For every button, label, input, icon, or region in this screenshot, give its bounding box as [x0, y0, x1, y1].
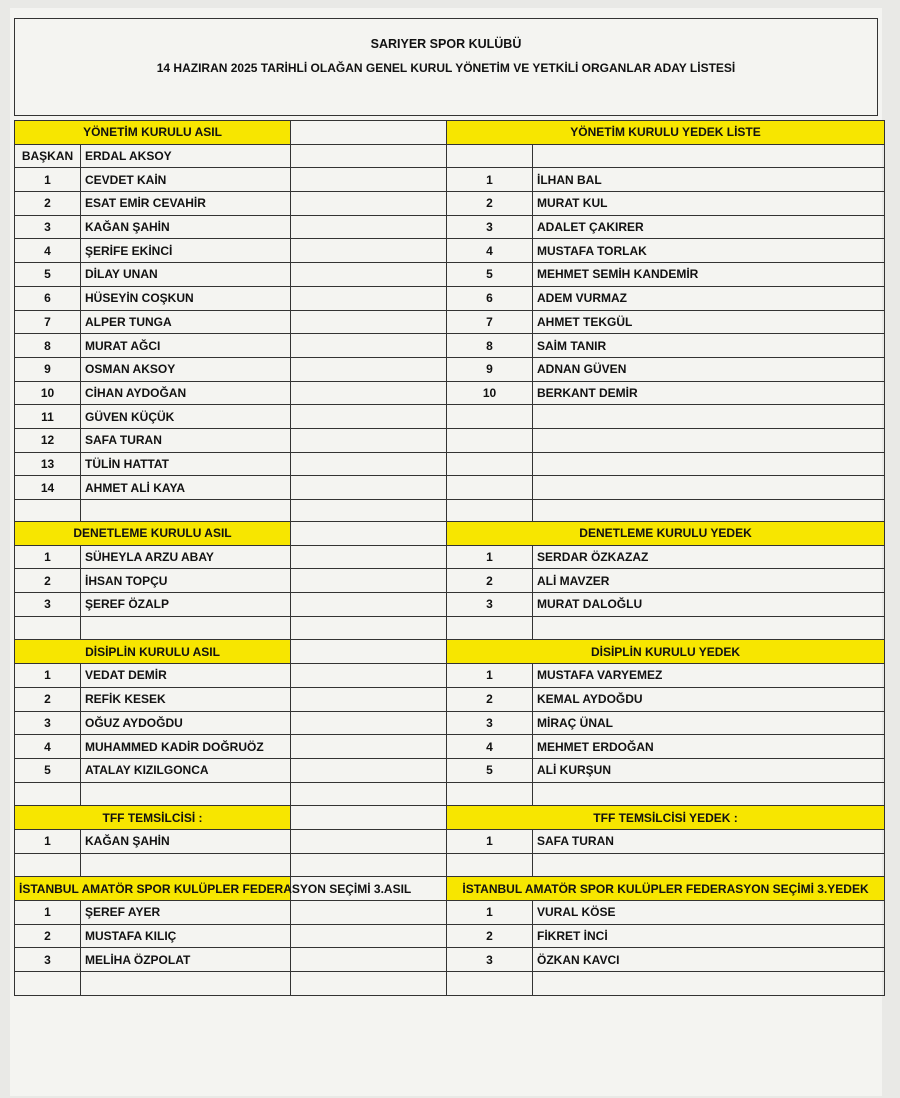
spacer-cell	[291, 640, 447, 664]
right-name	[533, 853, 885, 877]
right-name: ÖZKAN KAVCI	[533, 948, 885, 972]
left-name: ATALAY KIZILGONCA	[81, 758, 291, 782]
right-number: 3	[447, 948, 533, 972]
left-name: CEVDET KAİN	[81, 168, 291, 192]
spacer-cell	[291, 192, 447, 216]
right-number: 3	[447, 593, 533, 617]
spacer-cell	[291, 381, 447, 405]
candidate-row	[15, 452, 885, 476]
left-number: 12	[15, 428, 81, 452]
document-header	[14, 18, 878, 116]
spacer-cell	[291, 545, 447, 569]
candidate-row	[15, 569, 885, 593]
right-number	[447, 144, 533, 168]
spacer-cell	[291, 664, 447, 688]
candidate-row	[15, 405, 885, 429]
right-name	[533, 144, 885, 168]
left-name	[81, 972, 291, 996]
left-number: 7	[15, 310, 81, 334]
blank-row	[15, 500, 885, 522]
candidate-row	[15, 286, 885, 310]
left-name: CİHAN AYDOĞAN	[81, 381, 291, 405]
right-name: MİRAÇ ÜNAL	[533, 711, 885, 735]
spacer-cell	[291, 428, 447, 452]
spacer-cell	[291, 286, 447, 310]
spacer-cell	[291, 593, 447, 617]
left-number: 1	[15, 901, 81, 925]
right-number: 1	[447, 545, 533, 569]
left-number: 2	[15, 569, 81, 593]
left-name: VEDAT DEMİR	[81, 664, 291, 688]
right-name: ADEM VURMAZ	[533, 286, 885, 310]
right-name	[533, 616, 885, 640]
candidate-row	[15, 428, 885, 452]
right-number	[447, 428, 533, 452]
right-name: MURAT KUL	[533, 192, 885, 216]
section-title-left: DİSİPLİN KURULU ASIL	[15, 640, 291, 664]
candidate-row	[15, 334, 885, 358]
spacer-cell	[291, 263, 447, 287]
left-name: SAFA TURAN	[81, 428, 291, 452]
right-number: 5	[447, 263, 533, 287]
right-name: FİKRET İNCİ	[533, 924, 885, 948]
spacer-cell	[291, 569, 447, 593]
spacer-cell	[291, 334, 447, 358]
right-number: 1	[447, 664, 533, 688]
left-number: 14	[15, 476, 81, 500]
right-number: 7	[447, 310, 533, 334]
spacer-cell	[291, 924, 447, 948]
section-title-right: YÖNETİM KURULU YEDEK LİSTE	[447, 121, 885, 145]
candidate-row	[15, 901, 885, 925]
section-title-right: İSTANBUL AMATÖR SPOR KULÜPLER FEDERASYON SEÇİMİ 3.YEDEK	[447, 877, 885, 901]
right-number	[447, 616, 533, 640]
spacer-cell	[291, 806, 447, 830]
spacer-cell	[291, 687, 447, 711]
candidate-row	[15, 853, 885, 877]
left-name: SÜHEYLA ARZU ABAY	[81, 545, 291, 569]
left-name: MUHAMMED KADİR DOĞRUÖZ	[81, 735, 291, 759]
left-name: AHMET ALİ KAYA	[81, 476, 291, 500]
right-name: KEMAL AYDOĞDU	[533, 687, 885, 711]
left-name: KAĞAN ŞAHİN	[81, 215, 291, 239]
left-name: ŞEREF ÖZALP	[81, 593, 291, 617]
left-number: 8	[15, 334, 81, 358]
right-number	[447, 476, 533, 500]
right-number: 1	[447, 829, 533, 853]
section-header-row	[15, 640, 885, 664]
spacer-cell	[291, 972, 447, 996]
section-header-row	[15, 121, 885, 145]
candidate-row	[15, 357, 885, 381]
spacer-cell	[291, 853, 447, 877]
left-number: 1	[15, 664, 81, 688]
spacer-cell	[291, 121, 447, 145]
right-name: SAFA TURAN	[533, 829, 885, 853]
left-name: OSMAN AKSOY	[81, 357, 291, 381]
empty-cell	[15, 500, 81, 522]
left-number: 2	[15, 924, 81, 948]
candidate-row	[15, 948, 885, 972]
left-number: 1	[15, 545, 81, 569]
right-name: SERDAR ÖZKAZAZ	[533, 545, 885, 569]
left-name: DİLAY UNAN	[81, 263, 291, 287]
right-name	[533, 452, 885, 476]
right-number: 2	[447, 192, 533, 216]
right-name: ADNAN GÜVEN	[533, 357, 885, 381]
spacer-cell	[291, 452, 447, 476]
candidate-row	[15, 168, 885, 192]
right-name: MEHMET ERDOĞAN	[533, 735, 885, 759]
spacer-cell	[291, 758, 447, 782]
section-title-left: YÖNETİM KURULU ASIL	[15, 121, 291, 145]
spacer-cell	[291, 144, 447, 168]
right-number: 2	[447, 924, 533, 948]
left-number: 5	[15, 758, 81, 782]
section-title-left: İSTANBUL AMATÖR SPOR KULÜPLER FEDERASYON SEÇİMİ 3.ASIL	[15, 877, 291, 901]
right-name: SAİM TANIR	[533, 334, 885, 358]
section-title-left: DENETLEME KURULU ASIL	[15, 522, 291, 546]
spacer-cell	[291, 522, 447, 546]
right-number: 4	[447, 735, 533, 759]
section-header-row	[15, 522, 885, 546]
left-name	[81, 782, 291, 806]
left-name: MELİHA ÖZPOLAT	[81, 948, 291, 972]
candidate-row	[15, 735, 885, 759]
left-name: İHSAN TOPÇU	[81, 569, 291, 593]
candidate-row	[15, 972, 885, 996]
candidate-row	[15, 192, 885, 216]
left-number: 10	[15, 381, 81, 405]
right-number: 10	[447, 381, 533, 405]
candidate-row	[15, 782, 885, 806]
spacer-cell	[291, 310, 447, 334]
right-name: İLHAN BAL	[533, 168, 885, 192]
spacer-cell	[291, 711, 447, 735]
left-name: ŞEREF AYER	[81, 901, 291, 925]
candidate-row	[15, 476, 885, 500]
right-name: MUSTAFA VARYEMEZ	[533, 664, 885, 688]
right-name: BERKANT DEMİR	[533, 381, 885, 405]
right-number: 6	[447, 286, 533, 310]
left-number: 6	[15, 286, 81, 310]
right-name	[533, 405, 885, 429]
right-number: 2	[447, 569, 533, 593]
section-title-left: TFF TEMSİLCİSİ :	[15, 806, 291, 830]
right-number: 4	[447, 239, 533, 263]
right-number: 3	[447, 711, 533, 735]
right-number: 2	[447, 687, 533, 711]
left-number: 2	[15, 687, 81, 711]
candidate-row	[15, 263, 885, 287]
right-number	[447, 452, 533, 476]
right-number	[447, 853, 533, 877]
right-number: 3	[447, 215, 533, 239]
spacer-cell	[291, 239, 447, 263]
left-name: ESAT EMİR CEVAHİR	[81, 192, 291, 216]
left-number	[15, 616, 81, 640]
right-number: 8	[447, 334, 533, 358]
spacer-cell	[291, 948, 447, 972]
spacer-cell	[291, 735, 447, 759]
left-number: 3	[15, 593, 81, 617]
spacer-cell	[291, 168, 447, 192]
left-name: HÜSEYİN COŞKUN	[81, 286, 291, 310]
left-number: 3	[15, 948, 81, 972]
left-number: 3	[15, 215, 81, 239]
left-name: ALPER TUNGA	[81, 310, 291, 334]
right-name: MUSTAFA TORLAK	[533, 239, 885, 263]
left-number	[15, 972, 81, 996]
left-number: 11	[15, 405, 81, 429]
right-number	[447, 972, 533, 996]
section-title-right: DİSİPLİN KURULU YEDEK	[447, 640, 885, 664]
left-number: 2	[15, 192, 81, 216]
candidate-row	[15, 924, 885, 948]
empty-cell	[447, 500, 533, 522]
candidate-list-grid	[14, 120, 884, 996]
left-name: MUSTAFA KILIÇ	[81, 924, 291, 948]
spacer-cell	[291, 616, 447, 640]
empty-cell	[291, 500, 447, 522]
candidate-row	[15, 616, 885, 640]
left-number: 5	[15, 263, 81, 287]
spacer-cell	[291, 405, 447, 429]
spacer-cell	[291, 357, 447, 381]
spacer-cell	[291, 215, 447, 239]
empty-cell	[533, 500, 885, 522]
left-name: OĞUZ AYDOĞDU	[81, 711, 291, 735]
right-number	[447, 782, 533, 806]
right-number: 1	[447, 168, 533, 192]
spacer-cell	[291, 829, 447, 853]
section-header-row	[15, 877, 885, 901]
right-name: AHMET TEKGÜL	[533, 310, 885, 334]
left-name: REFİK KESEK	[81, 687, 291, 711]
candidate-row	[15, 711, 885, 735]
spacer-cell	[291, 782, 447, 806]
president-name: ERDAL AKSOY	[81, 144, 291, 168]
left-name	[81, 853, 291, 877]
right-number: 9	[447, 357, 533, 381]
section-title-right: TFF TEMSİLCİSİ YEDEK :	[447, 806, 885, 830]
candidate-row	[15, 829, 885, 853]
empty-cell	[81, 500, 291, 522]
left-number: 13	[15, 452, 81, 476]
right-name: MURAT DALOĞLU	[533, 593, 885, 617]
left-number: 9	[15, 357, 81, 381]
right-name: MEHMET SEMİH KANDEMİR	[533, 263, 885, 287]
left-number	[15, 853, 81, 877]
right-name	[533, 972, 885, 996]
right-name: VURAL KÖSE	[533, 901, 885, 925]
right-name: ALİ KURŞUN	[533, 758, 885, 782]
right-number: 1	[447, 901, 533, 925]
candidate-row	[15, 593, 885, 617]
right-name: ALİ MAVZER	[533, 569, 885, 593]
left-name: MURAT AĞCI	[81, 334, 291, 358]
candidate-row	[15, 545, 885, 569]
left-name: ŞERİFE EKİNCİ	[81, 239, 291, 263]
right-name: ADALET ÇAKIRER	[533, 215, 885, 239]
right-name	[533, 476, 885, 500]
candidate-row	[15, 687, 885, 711]
section-title-right: DENETLEME KURULU YEDEK	[447, 522, 885, 546]
spacer-cell	[291, 476, 447, 500]
left-number: 4	[15, 239, 81, 263]
club-name: SARIYER SPOR KULÜBÜ	[370, 37, 522, 51]
document-title: 14 HAZIRAN 2025 TARİHLİ OLAĞAN GENEL KURUL YÖNETİM VE YETKİLİ ORGANLAR ADAY LİSTESİ	[156, 61, 736, 75]
candidate-table	[14, 120, 885, 996]
spacer-cell	[291, 901, 447, 925]
left-name: KAĞAN ŞAHİN	[81, 829, 291, 853]
right-number: 5	[447, 758, 533, 782]
right-name	[533, 782, 885, 806]
left-name: TÜLİN HATTAT	[81, 452, 291, 476]
candidate-row	[15, 664, 885, 688]
candidate-row	[15, 239, 885, 263]
right-name	[533, 428, 885, 452]
right-number	[447, 405, 533, 429]
left-number: 3	[15, 711, 81, 735]
candidate-row	[15, 758, 885, 782]
candidate-row	[15, 310, 885, 334]
left-number: 1	[15, 829, 81, 853]
president-label: BAŞKAN	[15, 144, 81, 168]
left-number	[15, 782, 81, 806]
candidate-row	[15, 381, 885, 405]
candidate-row	[15, 215, 885, 239]
president-row	[15, 144, 885, 168]
left-name	[81, 616, 291, 640]
left-number: 4	[15, 735, 81, 759]
left-number: 1	[15, 168, 81, 192]
left-name: GÜVEN KÜÇÜK	[81, 405, 291, 429]
section-header-row	[15, 806, 885, 830]
